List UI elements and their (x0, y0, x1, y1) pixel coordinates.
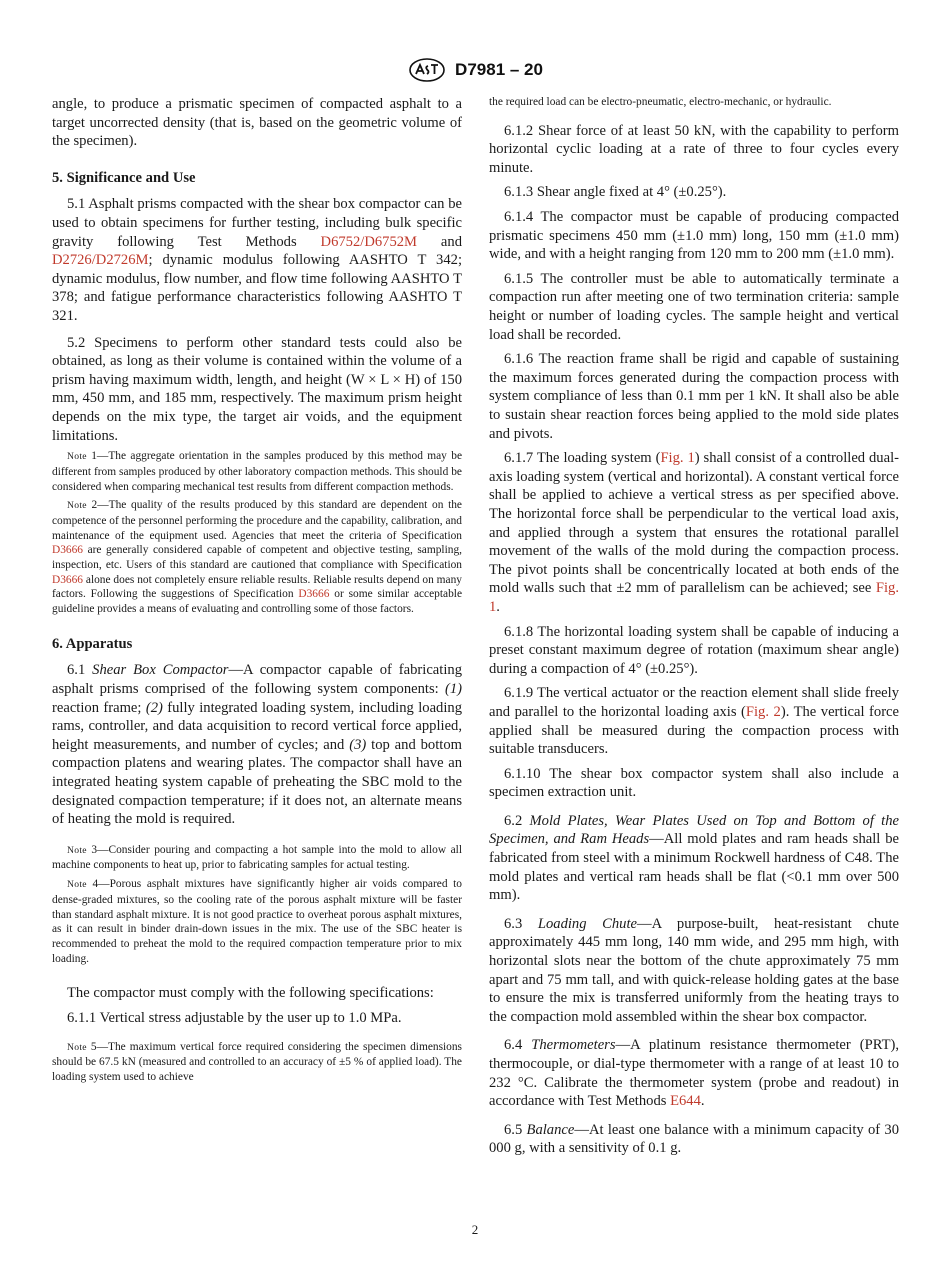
paragraph-6-1-3: 6.1.3 Shear angle fixed at 4° (±0.25°). (504, 184, 727, 201)
paragraph-6-1: 6.1 Shear Box Compactor—A compactor capable of fabricating asphalt prisms comprised of the following system components: (1) reaction frame; (2) fully integrated loading system, including loading rams, controller, and data acquisition to record vertical force applied, height measurements, and number of cycles; and (3) top and bottom compaction platens and wearing plates. The compactor shall have an integrated heating system capable of preheating the SBC mold to the designated compaction temperature; if it does not, an alternate means of heating the mold is required. (52, 662, 462, 828)
paragraph-6-3: 6.3 Loading Chute—A purpose-built, heat-resistant chute approximately 445 mm long, 140 mm wide, and 295 mm high, with horizontal slots near the bottom of the chute approximately 75 mm apart and 75 mm tall, and with quick-release holding gates at the base to ensure the mix is transferred uniformly from the heating trays to the compaction mold assembled within the shear box compactor. (489, 915, 899, 1025)
paragraph-6-1-6: 6.1.6 The reaction frame shall be rigid and capable of sustaining the maximum forces generated during the compaction process with system compliance of less than 0.1 mm per 1 kN. It shall also be able to sustain shear reaction forces being applied to the mold side plates and pivots. (489, 351, 899, 442)
ref-d3666-link[interactable]: D3666 (52, 573, 84, 586)
intro-paragraph: angle, to produce a prismatic specimen of compacted asphalt to a target uncorrected density (that is, based on the geometric volume of the specimen). (52, 96, 462, 150)
note-1: Note 1—The aggregate orientation in the samples produced by this method may be different from samples produced by other laboratory compaction methods. This should be considered when comparing mechanical test results from different compaction methods. (52, 450, 462, 493)
note-4: Note 4—Porous asphalt mixtures have significantly higher air voids compared to dense-graded mixtures, so the cooling rate of the porous asphalt mixture will be faster than standard asphalt mixture. It is not good practice to overheat porous asphalt mixtures, as it can result in binder drain-down issues in the mix. The use of the SBC heater is recommended to preheat the mold to the required compaction temperature prior to mix loading. (52, 878, 462, 965)
paragraph-5-1: 5.1 Asphalt prisms compacted with the shear box compactor can be used to obtain specimens for further testing, including bulk specific gravity following Test Methods D6752/D6752M and D2726/D2726M; dynamic modulus following AASHTO T 342; dynamic modulus, flow number, and flow time following AASHTO T 378; and fatigue performance characteristics following AASHTO T 321. (52, 196, 462, 324)
note-2: Note 2—The quality of the results produced by this standard are dependent on the competence of the personnel performing the procedure and the capability, calibration, and maintenance of the equipment used. Agencies that meet the criteria of Specification D3666 are generally considered capable of competent and objective testing, sampling, inspection, etc. Users of this standard are cautioned that compliance with Specification D3666 alone does not completely ensure reliable results. Reliable results depend on many factors. Following the suggestions of Specification D3666 or some similar acceptable guideline provides a means of evaluating and controlling some of those factors. (52, 499, 462, 616)
ref-e644-link[interactable]: E644 (670, 1093, 701, 1110)
note-5-continued: the required load can be electro-pneumatic, electro-mechanic, or hydraulic. (489, 96, 832, 108)
document-number: D7981 – 20 (455, 60, 543, 79)
paragraph-6-1-9: 6.1.9 The vertical actuator or the reaction element shall slide freely and parallel to the horizontal loading axis (Fig. 2). The vertical force applied shall be measured during the compaction process with suitable transducers. (489, 685, 900, 758)
fig-1-link[interactable]: Fig. 1 (489, 580, 899, 615)
left-column (52, 95, 462, 1085)
paragraph-6-1-10: 6.1.10 The shear box compactor system shall also include a specimen extraction unit. (489, 765, 899, 801)
note-5: Note 5—The maximum vertical force required considering the specimen dimensions should be 67.5 kN (measured and controlled to an accuracy of ±5 % of applied load). The loading system used to achieve (52, 1040, 462, 1083)
section-5-heading: 5. Significance and Use (52, 169, 196, 186)
fig-1-link[interactable]: Fig. 1 (660, 450, 695, 467)
paragraph-6-1-8: 6.1.8 The horizontal loading system shall be capable of inducing a preset constant maximum degree of rotation (maximum shear angle) during a compaction of 4° (±0.25°). (489, 623, 899, 677)
paragraph-6-1-5: 6.1.5 The controller must be able to automatically terminate a compaction run after meeting one of two termination criteria: sample height or number of loading cycles. The sample height and vertical load shall be recorded. (489, 270, 899, 343)
page-number: 2 (471, 1222, 479, 1237)
paragraph-6-1-7: 6.1.7 The loading system (Fig. 1) shall consist of a controlled dual-axis loading system (vertical and horizontal). A constant vertical force shall be applied to achieve a vertical stress as per specified above. The horizontal force shall be perpendicular to the vertical load axis, and applied through a system that ensures the rotational parallel movement of the walls of the mold during the compaction process. The pivot points shall be concentrically located at both ends of the mold walls such that ±2 mm of parallelism can be achieved; see Fig. 1. (489, 450, 899, 615)
paragraph-6-1-4: 6.1.4 The compactor must be capable of producing compacted prismatic specimens 450 mm (±1.0 mm) long, 150 mm (±1.0 mm) wide, and with a height ranging from 120 mm to 200 mm (±1.0 mm). (489, 209, 899, 263)
paragraph-6-2: 6.2 Mold Plates, Wear Plates Used on Top and Bottom of the Specimen, and Ram Heads—All mold plates and ram heads shall be fabricated from steel with a minimum Rockwell hardness of C48. The mold plates and vertical ram heads shall be flat (<0.1 mm over 500 mm). (489, 812, 899, 904)
paragraph-6-1-1: 6.1.1 Vertical stress adjustable by the user up to 1.0 MPa. (67, 1009, 402, 1026)
section-6-heading: 6. Apparatus (52, 635, 133, 652)
fig-2-link[interactable]: Fig. 2 (745, 703, 781, 720)
right-column (489, 95, 899, 1158)
paragraph-6-1-2: 6.1.2 Shear force of at least 50 kN, with the capability to perform horizontal cyclic loading at a rate of three to four cycles every minute. (489, 122, 899, 176)
note-3: Note 3—Consider pouring and compacting a hot sample into the mold to allow all machine components to heat up, prior to fabricating samples for actual testing. (52, 843, 462, 872)
page-header (0, 55, 950, 85)
ref-d3666-link[interactable]: D3666 (298, 588, 330, 601)
paragraph-comply: The compactor must comply with the following specifications: (67, 985, 434, 1002)
ref-d6752-link[interactable]: D6752/D6752M (320, 233, 418, 250)
ref-d2726-link[interactable]: D2726/D2726M (52, 252, 149, 269)
ref-d3666-link[interactable]: D3666 (52, 544, 84, 557)
paragraph-6-5: 6.5 Balance—At least one balance with a minimum capacity of 30 000 g, with a sensitivity of 0.1 g. (489, 1121, 899, 1157)
paragraph-5-2: 5.2 Specimens to perform other standard tests could also be obtained, as long as their volume is contained within the volume of a prism having maximum width, length, and height (W × L × H) of 150 mm, 450 mm, and 185 mm, respectively. The maximum prism height depends on the mix type, the target air voids, and the equipment limitations. (52, 334, 462, 444)
astm-logo-icon (407, 58, 447, 82)
paragraph-6-4: 6.4 Thermometers—A platinum resistance thermometer (PRT), thermocouple, or dial-type thermometer with a range of at least 10 to 232 °C. Calibrate the thermometer system (probe and readout) in accordance with Test Methods E644. (489, 1037, 899, 1110)
